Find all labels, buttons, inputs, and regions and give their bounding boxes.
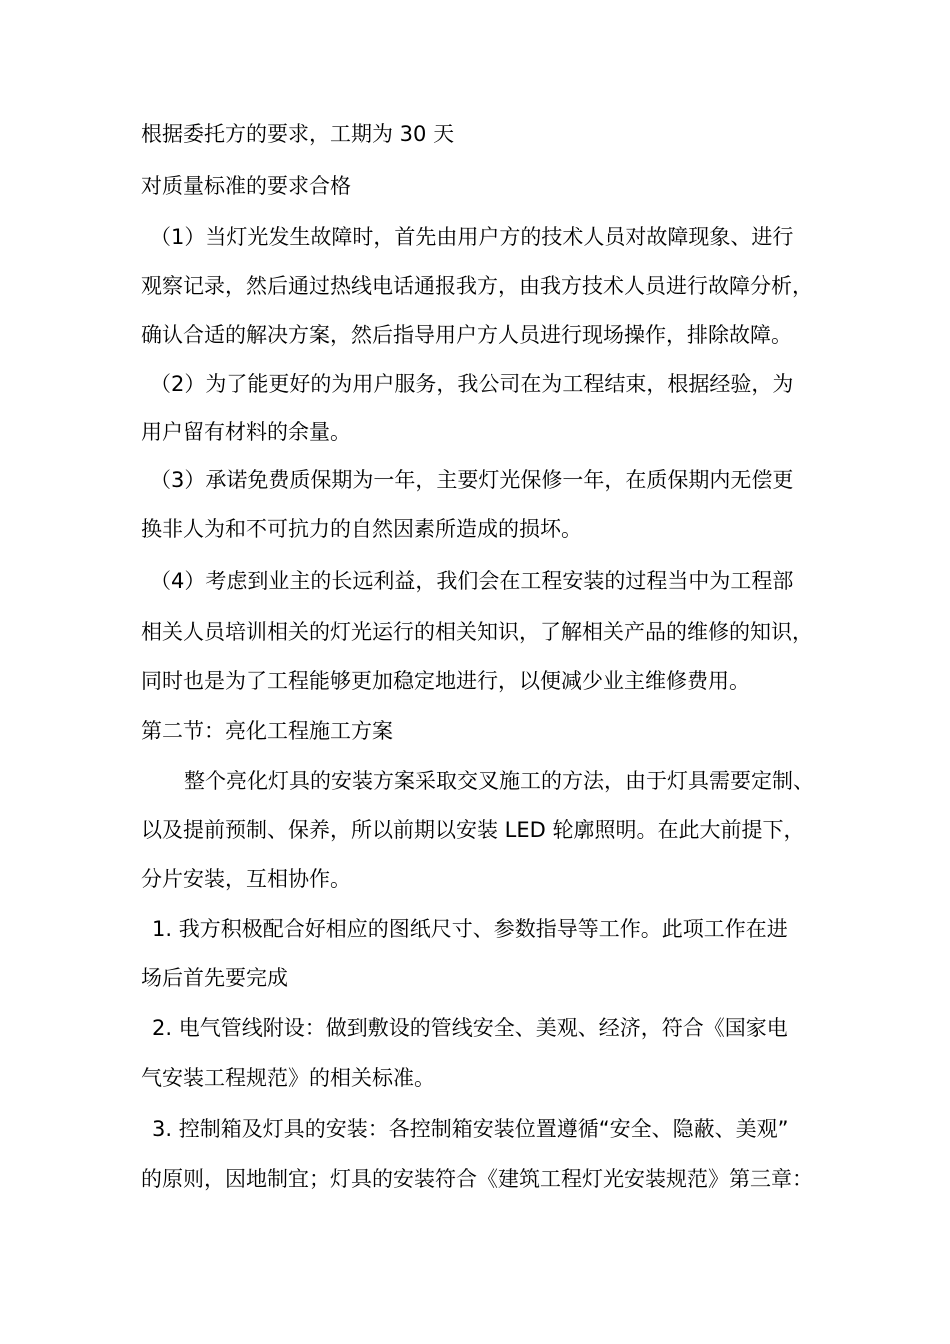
text-line: 2. 电气管线附设：做到敷设的管线安全、美观、经济，符合《国家电: [152, 1016, 788, 1040]
text-line: 场后首先要完成: [141, 966, 288, 990]
text-line: 分片安装，互相协作。: [141, 867, 351, 891]
text-line: 用户留有材料的余量。: [141, 420, 351, 444]
text-line: （3）承诺免费质保期为一年，主要灯光保修一年，在质保期内无偿更: [150, 468, 794, 492]
text-line: 1. 我方积极配合好相应的图纸尺寸、参数指导等工作。此项工作在进: [152, 917, 788, 941]
text-line: 以及提前预制、保养，所以前期以安装 LED 轮廓照明。在此大前提下，: [141, 818, 805, 842]
text-line: 根据委托方的要求，工期为 30 天: [141, 122, 455, 146]
text-line: （1）当灯光发生故障时，首先由用户方的技术人员对故障现象、进行: [150, 225, 794, 249]
text-line: 换非人为和不可抗力的自然因素所造成的损坏。: [141, 517, 582, 541]
section-heading: 第二节：亮化工程施工方案: [141, 719, 393, 743]
text-line: 观察记录，然后通过热线电话通报我方，由我方技术人员进行故障分析，: [141, 274, 813, 298]
text-line: 3. 控制箱及灯具的安装：各控制箱安装位置遵循“安全、隐蔽、美观”: [152, 1117, 789, 1141]
text-line: 确认合适的解决方案，然后指导用户方人员进行现场操作，排除故障。: [141, 323, 792, 347]
text-line: （2）为了能更好的为用户服务，我公司在为工程结束，根据经验，为: [150, 372, 794, 396]
text-line: 同时也是为了工程能够更加稳定地进行，以便减少业主维修费用。: [141, 669, 750, 693]
text-line: 对质量标准的要求合格: [141, 174, 351, 198]
text-line: 的原则，因地制宜；灯具的安装符合《建筑工程灯光安装规范》第三章：: [141, 1167, 813, 1191]
text-line: 相关人员培训相关的灯光运行的相关知识，了解相关产品的维修的知识，: [141, 620, 813, 644]
text-line: 整个亮化灯具的安装方案采取交叉施工的方法，由于灯具需要定制、: [184, 769, 814, 793]
text-line: （4）考虑到业主的长远利益，我们会在工程安装的过程当中为工程部: [150, 569, 794, 593]
text-line: 气安装工程规范》的相关标准。: [141, 1066, 435, 1090]
